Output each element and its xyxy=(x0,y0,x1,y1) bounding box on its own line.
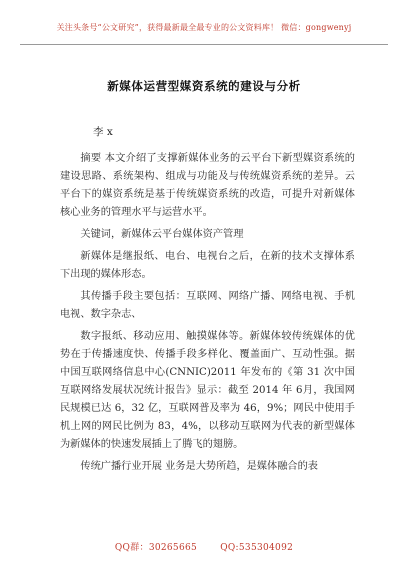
body-paragraph: 传统广播行业开展 业务是大势所趋，是媒体融合的表 xyxy=(80,461,318,472)
footer-contact xyxy=(0,540,408,553)
body-paragraph: 新媒体是继报纸、电台、电视台之后，在新的技术支撑体系下出现的媒体形态。 xyxy=(60,251,355,280)
footer-qq-group: QQ群：30265665 xyxy=(114,543,198,553)
abstract-paragraph: 摘要 本文介绍了支撑新媒体业务的云平台下新型媒资系统的建设思路、系统架构、组成与功能及与传统媒资系统的差异。云平台下的媒资系统是基于传统媒资系统的改造，可提升对新媒体核心业务的管理水平与运营水平。 xyxy=(60,153,355,218)
body-paragraph: 数字报纸、移动应用、触摸媒体等。新媒体较传统媒体的优势在于传播速度快、传播手段多样化、覆盖面广、互动性强。据中国互联网络信息中心(CNNIC)2011 年发布的《第 31 次中国互联网络发展状况统计报告》显示：截至 2014 年 6月，我国网民规模已达 6，32 亿，互联网普及率为 46，9%；网民中使用手机上网的网民比例为 83，4%，以移动互联网为代表的新型媒体为新媒体的快速发展插上了腾飞的翅膀。 xyxy=(60,331,355,450)
author-name: 李 x xyxy=(93,126,113,138)
footer-qq-contact: QQ:535304092 xyxy=(220,543,294,553)
document-title: 新媒体运营型媒资系统的建设与分析 xyxy=(107,79,301,93)
body-paragraph: 其传播手段主要包括：互联网、网络广播、网络电视、手机电视、数字杂志、 xyxy=(60,291,355,320)
header-divider xyxy=(20,44,388,45)
document-body xyxy=(60,150,355,480)
header-banner: 关注头条号“公文研究”，获得最新最全最专业的公文资料库！ 微信：gongwenyj xyxy=(56,23,352,32)
keywords-paragraph: 关键词，新媒体云平台媒体资产管理 xyxy=(80,229,244,240)
